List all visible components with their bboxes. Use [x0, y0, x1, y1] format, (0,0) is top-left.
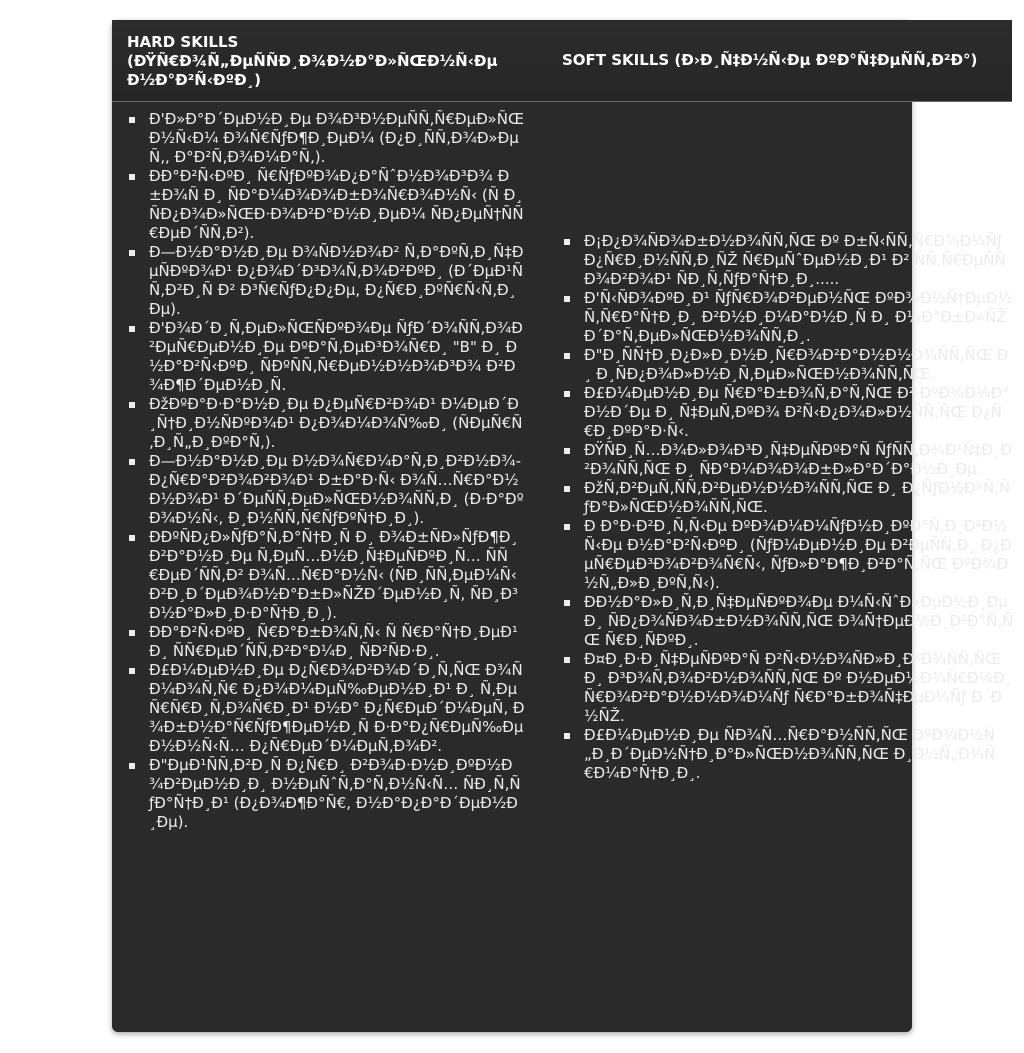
- bullet-icon: [129, 630, 135, 636]
- list-item: Ð'Ñ‹ÑÐ¾ÐºÐ¸Ð¹ ÑƒÑ€Ð¾Ð²ÐµÐ½ÑŒ ÐºÐ¾Ð½Ñ†ÐµÐ½Ñ‚Ñ€Ð°Ñ†Ð¸Ð¸ Ð²Ð½Ð¸Ð¼Ð°Ð½Ð¸Ñ Ð¸ Ð½Ð°Ð±Ð»ÑŽÐ´Ð°Ñ‚ÐµÐ»ÑŒÐ½Ð¾ÑÑ‚Ð¸.: [547, 289, 1014, 346]
- list-item: Ð—Ð½Ð°Ð½Ð¸Ðµ Ð¾ÑÐ½Ð¾Ð² Ñ‚Ð°ÐºÑ‚Ð¸Ñ‡ÐµÑÐºÐ¾Ð¹ Ð¿Ð¾Ð´Ð³Ð¾Ñ‚Ð¾Ð²ÐºÐ¸ (Ð´ÐµÐ¹ÑÑ‚Ð²Ð¸Ñ Ð² Ð³Ñ€ÑƒÐ¿Ð¿Ðµ, Ð¿Ñ€Ð¸ÐºÑ€Ñ‹Ñ‚Ð¸Ðµ).: [112, 243, 525, 319]
- bullet-icon: [564, 391, 570, 397]
- skills-table: [112, 20, 1012, 1032]
- bullet-icon: [564, 486, 570, 492]
- soft-skills-list: [547, 232, 1017, 783]
- list-item: Ð—Ð½Ð°Ð½Ð¸Ðµ Ð½Ð¾Ñ€Ð¼Ð°Ñ‚Ð¸Ð²Ð½Ð¾-Ð¿Ñ€Ð°Ð²Ð¾Ð²Ð¾Ð¹ Ð±Ð°Ð·Ñ‹ Ð¾Ñ…Ñ€Ð°Ð½Ð½Ð¾Ð¹ Ð´ÐµÑÑ‚ÐµÐ»ÑŒÐ½Ð¾ÑÑ‚Ð¸ (Ð·Ð°ÐºÐ¾Ð½Ñ‹, Ð¸Ð½ÑÑ‚Ñ€ÑƒÐºÑ†Ð¸Ð¸).: [112, 452, 525, 528]
- list-item: Ð¤Ð¸Ð·Ð¸Ñ‡ÐµÑÐºÐ°Ñ Ð²Ñ‹Ð½Ð¾ÑÐ»Ð¸Ð²Ð¾ÑÑ‚ÑŒ Ð¸ Ð³Ð¾Ñ‚Ð¾Ð²Ð½Ð¾ÑÑ‚ÑŒ Ðº Ð½ÐµÐ½Ð¾Ñ€Ð¼Ð¸Ñ€Ð¾Ð²Ð°Ð½Ð½Ð¾Ð¼Ñƒ Ñ€Ð°Ð±Ð¾Ñ‡ÐµÐ¼Ñƒ Ð´Ð½ÑŽ.: [547, 650, 1014, 726]
- bullet-icon: [129, 402, 135, 408]
- list-item: ÐÐ°Ð²Ñ‹ÐºÐ¸ Ñ€ÑƒÐºÐ¾Ð¿Ð°ÑˆÐ½Ð¾Ð³Ð¾ Ð±Ð¾Ñ Ð¸ ÑÐ°Ð¼Ð¾Ð¾Ð±Ð¾Ñ€Ð¾Ð½Ñ‹ (Ñ Ð¸ÑÐ¿Ð¾Ð»ÑŒÐ·Ð¾Ð²Ð°Ð½Ð¸ÐµÐ¼ ÑÐ¿ÐµÑ†ÑÑ€ÐµÐ´ÑÑ‚Ð²).: [112, 167, 525, 243]
- table-header-row: [112, 20, 1012, 102]
- list-item: Ð£Ð¼ÐµÐ½Ð¸Ðµ Ð¿Ñ€Ð¾Ð²Ð¾Ð´Ð¸Ñ‚ÑŒ Ð¾ÑÐ¼Ð¾Ñ‚Ñ€ Ð¿Ð¾Ð¼ÐµÑ‰ÐµÐ½Ð¸Ð¹ Ð¸ Ñ‚ÐµÑ€Ñ€Ð¸Ñ‚Ð¾Ñ€Ð¸Ð¹ Ð½Ð° Ð¿Ñ€ÐµÐ´Ð¼ÐµÑ‚ Ð¾Ð±Ð½Ð°Ñ€ÑƒÐ¶ÐµÐ½Ð¸Ñ Ð·Ð°Ð¿Ñ€ÐµÑ‰ÐµÐ½Ð½Ñ‹Ñ… Ð¿Ñ€ÐµÐ´Ð¼ÐµÑ‚Ð¾Ð².: [112, 661, 525, 756]
- list-item: Ð"ÐµÐ¹ÑÑ‚Ð²Ð¸Ñ Ð¿Ñ€Ð¸ Ð²Ð¾Ð·Ð½Ð¸ÐºÐ½Ð¾Ð²ÐµÐ½Ð¸Ð¸ Ð½ÐµÑˆÑ‚Ð°Ñ‚Ð½Ñ‹Ñ… ÑÐ¸Ñ‚ÑƒÐ°Ñ†Ð¸Ð¹ (Ð¿Ð¾Ð¶Ð°Ñ€, Ð½Ð°Ð¿Ð°Ð´ÐµÐ½Ð¸Ðµ).: [112, 756, 525, 832]
- list-item: ÐžÐºÐ°Ð·Ð°Ð½Ð¸Ðµ Ð¿ÐµÑ€Ð²Ð¾Ð¹ Ð¼ÐµÐ´Ð¸Ñ†Ð¸Ð½ÑÐºÐ¾Ð¹ Ð¿Ð¾Ð¼Ð¾Ñ‰Ð¸ (ÑÐµÑ€Ñ‚Ð¸Ñ„Ð¸ÐºÐ°Ñ‚).: [112, 395, 525, 452]
- bullet-icon: [129, 668, 135, 674]
- bullet-icon: [129, 535, 135, 541]
- header-hard-skills: HARD SKILLS (ÐŸÑ€Ð¾Ñ„ÐµÑÑÐ¸Ð¾Ð½Ð°Ð»ÑŒÐ½Ñ‹Ðµ Ð½Ð°Ð²Ñ‹ÐºÐ¸): [127, 33, 498, 89]
- header-soft-skills: SOFT SKILLS (Ð›Ð¸Ñ‡Ð½Ñ‹Ðµ ÐºÐ°Ñ‡ÐµÑÑ‚Ð²Ð°): [562, 51, 978, 69]
- bullet-icon: [129, 117, 135, 123]
- list-item: Ð'Ð¾Ð´Ð¸Ñ‚ÐµÐ»ÑŒÑÐºÐ¾Ðµ ÑƒÐ´Ð¾ÑÑ‚Ð¾Ð²ÐµÑ€ÐµÐ½Ð¸Ðµ ÐºÐ°Ñ‚ÐµÐ³Ð¾Ñ€Ð¸ "B" Ð¸ Ð½Ð°Ð²Ñ‹ÐºÐ¸ ÑÐºÑÑ‚Ñ€ÐµÐ½Ð½Ð¾Ð³Ð¾ Ð²Ð¾Ð¶Ð´ÐµÐ½Ð¸Ñ.: [112, 319, 525, 395]
- list-item: ÐŸÑÐ¸Ñ…Ð¾Ð»Ð¾Ð³Ð¸Ñ‡ÐµÑÐºÐ°Ñ ÑƒÑÑ‚Ð¾Ð¹Ñ‡Ð¸Ð²Ð¾ÑÑ‚ÑŒ Ð¸ ÑÐ°Ð¼Ð¾Ð¾Ð±Ð»Ð°Ð´Ð°Ð½Ð¸Ðµ.: [547, 441, 1014, 479]
- bullet-icon: [129, 250, 135, 256]
- list-item: Ð£Ð¼ÐµÐ½Ð¸Ðµ Ñ€Ð°Ð±Ð¾Ñ‚Ð°Ñ‚ÑŒ Ð² ÐºÐ¾Ð¼Ð°Ð½Ð´Ðµ Ð¸ Ñ‡ÐµÑ‚ÐºÐ¾ Ð²Ñ‹Ð¿Ð¾Ð»Ð½ÑÑ‚ÑŒ Ð¿Ñ€Ð¸ÐºÐ°Ð·Ñ‹.: [547, 384, 1014, 441]
- list-item: Ð'Ð»Ð°Ð´ÐµÐ½Ð¸Ðµ Ð¾Ð³Ð½ÐµÑÑ‚Ñ€ÐµÐ»ÑŒÐ½Ñ‹Ð¼ Ð¾Ñ€ÑƒÐ¶Ð¸ÐµÐ¼ (Ð¿Ð¸ÑÑ‚Ð¾Ð»ÐµÑ‚, Ð°Ð²Ñ‚Ð¾Ð¼Ð°Ñ‚).: [112, 110, 525, 167]
- hard-skills-list: [112, 110, 552, 832]
- list-item: Ð"Ð¸ÑÑ†Ð¸Ð¿Ð»Ð¸Ð½Ð¸Ñ€Ð¾Ð²Ð°Ð½Ð½Ð¾ÑÑ‚ÑŒ Ð¸ Ð¸ÑÐ¿Ð¾Ð»Ð½Ð¸Ñ‚ÐµÐ»ÑŒÐ½Ð¾ÑÑ‚ÑŒ.: [547, 346, 1014, 384]
- list-item: ÐÐ°Ð²Ñ‹ÐºÐ¸ Ñ€Ð°Ð±Ð¾Ñ‚Ñ‹ Ñ Ñ€Ð°Ñ†Ð¸ÐµÐ¹ Ð¸ ÑÑ€ÐµÐ´ÑÑ‚Ð²Ð°Ð¼Ð¸ ÑÐ²ÑÐ·Ð¸.: [112, 623, 525, 661]
- bullet-icon: [129, 459, 135, 465]
- list-item: Ð¡Ð¿Ð¾ÑÐ¾Ð±Ð½Ð¾ÑÑ‚ÑŒ Ðº Ð±Ñ‹ÑÑ‚Ñ€Ð¾Ð¼Ñƒ Ð¿Ñ€Ð¸Ð½ÑÑ‚Ð¸ÑŽ Ñ€ÐµÑˆÐµÐ½Ð¸Ð¹ Ð² ÑÑ‚Ñ€ÐµÑÑÐ¾Ð²Ð¾Ð¹ ÑÐ¸Ñ‚ÑƒÐ°Ñ†Ð¸Ð¸.....: [547, 232, 1014, 289]
- bullet-icon: [564, 448, 570, 454]
- list-item: ÐžÑ‚Ð²ÐµÑ‚ÑÑ‚Ð²ÐµÐ½Ð½Ð¾ÑÑ‚ÑŒ Ð¸ Ð¿ÑƒÐ½ÐºÑ‚ÑƒÐ°Ð»ÑŒÐ½Ð¾ÑÑ‚ÑŒ.: [547, 479, 1014, 517]
- soft-skills-column: [547, 232, 1017, 783]
- bullet-icon: [564, 353, 570, 359]
- bullet-icon: [129, 174, 135, 180]
- bullet-icon: [129, 763, 135, 769]
- bullet-icon: [564, 657, 570, 663]
- list-item: ÐÐºÑÐ¿Ð»ÑƒÐ°Ñ‚Ð°Ñ†Ð¸Ñ Ð¸ Ð¾Ð±ÑÐ»ÑƒÐ¶Ð¸Ð²Ð°Ð½Ð¸Ðµ Ñ‚ÐµÑ…Ð½Ð¸Ñ‡ÐµÑÐºÐ¸Ñ… ÑÑ€ÐµÐ´ÑÑ‚Ð² Ð¾Ñ…Ñ€Ð°Ð½Ñ‹ (ÑÐ¸ÑÑ‚ÐµÐ¼Ñ‹ Ð²Ð¸Ð´ÐµÐ¾Ð½Ð°Ð±Ð»ÑŽÐ´ÐµÐ½Ð¸Ñ, ÑÐ¸Ð³Ð½Ð°Ð»Ð¸Ð·Ð°Ñ†Ð¸Ð¸).: [112, 528, 525, 623]
- bullet-icon: [564, 239, 570, 245]
- bullet-icon: [564, 524, 570, 530]
- list-item: ÐÐ½Ð°Ð»Ð¸Ñ‚Ð¸Ñ‡ÐµÑÐºÐ¾Ðµ Ð¼Ñ‹ÑˆÐ»ÐµÐ½Ð¸Ðµ Ð¸ ÑÐ¿Ð¾ÑÐ¾Ð±Ð½Ð¾ÑÑ‚ÑŒ Ð¾Ñ†ÐµÐ½Ð¸Ð²Ð°Ñ‚ÑŒ Ñ€Ð¸ÑÐºÐ¸.: [547, 593, 1014, 650]
- skills-table-card: [112, 20, 1014, 1032]
- bullet-icon: [129, 326, 135, 332]
- list-item: Ð Ð°Ð·Ð²Ð¸Ñ‚Ñ‹Ðµ ÐºÐ¾Ð¼Ð¼ÑƒÐ½Ð¸ÐºÐ°Ñ‚Ð¸Ð²Ð½Ñ‹Ðµ Ð½Ð°Ð²Ñ‹ÐºÐ¸ (ÑƒÐ¼ÐµÐ½Ð¸Ðµ Ð²ÐµÑÑ‚Ð¸ Ð¿ÐµÑ€ÐµÐ³Ð¾Ð²Ð¾Ñ€Ñ‹, ÑƒÐ»Ð°Ð¶Ð¸Ð²Ð°Ñ‚ÑŒ ÐºÐ¾Ð½Ñ„Ð»Ð¸ÐºÑ‚Ñ‹).: [547, 517, 1014, 593]
- list-item: Ð£Ð¼ÐµÐ½Ð¸Ðµ ÑÐ¾Ñ…Ñ€Ð°Ð½ÑÑ‚ÑŒ ÐºÐ¾Ð½Ñ„Ð¸Ð´ÐµÐ½Ñ†Ð¸Ð°Ð»ÑŒÐ½Ð¾ÑÑ‚ÑŒ Ð¸Ð½Ñ„Ð¾Ñ€Ð¼Ð°Ñ†Ð¸Ð¸.: [547, 726, 1014, 783]
- bullet-icon: [564, 600, 570, 606]
- bullet-icon: [564, 296, 570, 302]
- bullet-icon: [564, 733, 570, 739]
- hard-skills-column: [112, 110, 552, 832]
